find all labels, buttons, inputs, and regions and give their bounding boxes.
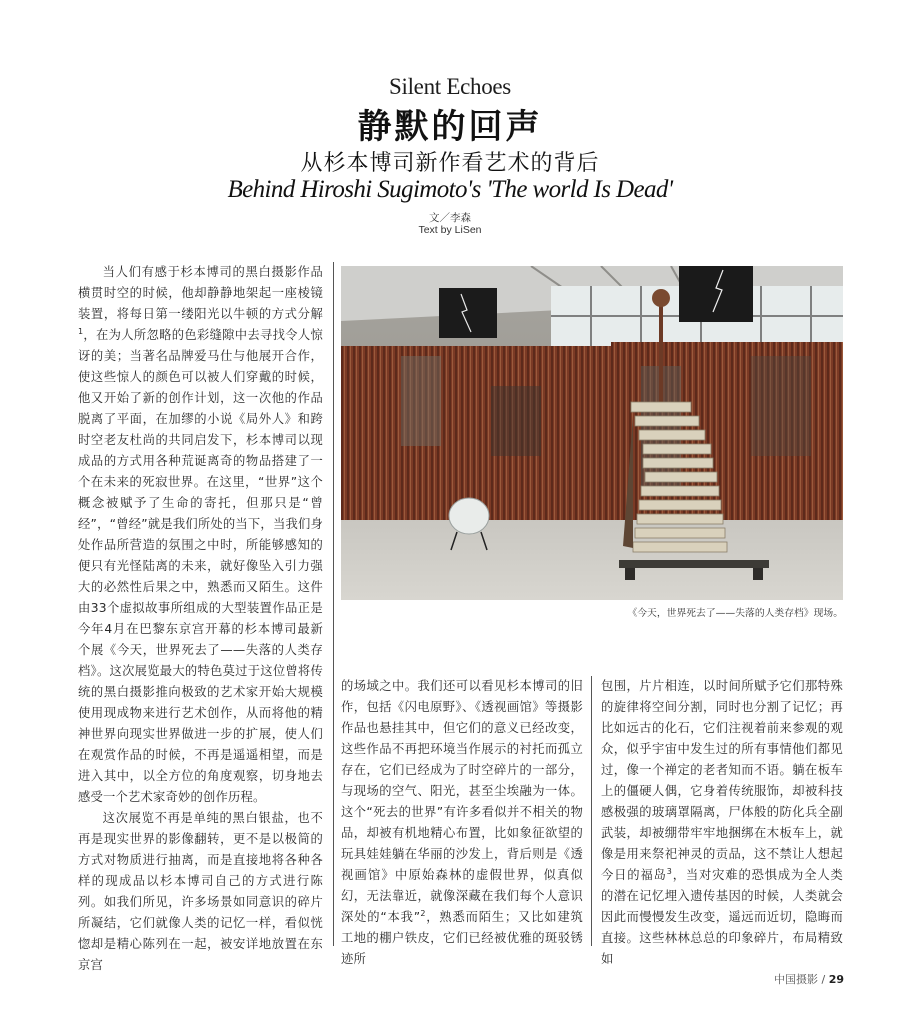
magazine-name: 中国摄影 [773,973,818,986]
article-column-3 [601,676,843,970]
paragraph-1 [78,262,323,808]
paragraph-3-part-b: ，熟悉而陌生；又比如建筑工地的棚户铁皮，它们已经被优雅的斑驳锈迹所 [341,910,583,966]
byline-en: Text by LiSen [418,224,482,236]
subtitle-zh: 从杉本博司新作看艺术的背后 [300,151,600,176]
paragraph-4-part-b: ，当对灾难的恐惧成为全人类的潜在记忆埋入遗传基因的时候，人类就会因此而慢慢发生改变，遥远而近切，隐晦而直接。这些林林总总的印象碎片，布局精致如 [601,868,843,966]
footnote-ref-2: 2 [420,908,426,918]
page-number: 29 [828,973,844,986]
article-column-1 [78,262,323,976]
exhibition-photo [341,266,843,600]
title-en: Silent Echoes [389,74,511,99]
subtitle-en: Behind Hiroshi Sugimoto's 'The world Is Dead' [227,176,673,203]
footnote-ref-3: 3 [666,866,673,876]
exhibition-photo-graphic [341,266,843,600]
paragraph-4 [601,676,843,970]
title-zh: 静默的回声 [357,107,543,147]
column-rule-2 [591,676,592,946]
photo-caption: 《今天，世界死去了——失落的人类存档》现场。 [627,608,843,619]
paragraph-3-part-a: 的场域之中。我们还可以看见杉本博司的旧作，包括《闪电原野》、《透视画馆》等摄影作品也悬挂其中，但它们的意义已经改变，这些作品不再把环境当作展示的衬托而孤立存在，它们已经成为了时空碎片的一部分，与现场的空气、阳光，甚至尘埃融为一体。这个“死去的世界”有许多看似并不相关的物品，却被有机地精心布置，比如象征欲望的玩具娃娃躺在华丽的沙发上，背后则是《透视画馆》中原始森林的虚假世界，似真似幻，无法靠近，就像深藏在我们每个人意识深处的“本我” [341,679,583,924]
paragraph-2: 这次展览不再是单纯的黑白银盐，也不再是现实世界的影像翻转，更不是以极简的方式对物质进行抽离，而是直接地将各种各样的现成品以杉本博司自己的方式进行陈列。如我们所见，许多场景如同意识的碎片所凝结，它们就像人类的记忆一样，看似恍惚却是精心陈列在一起，被安详地放置在东京宫 [78,811,323,972]
page-folio [774,971,844,987]
article-column-2 [341,676,583,970]
byline-zh: 文／李森 [429,212,471,224]
paragraph-1-part-b: ，在为人所忽略的色彩缝隙中去寻找令人惊讶的美；当著名品牌爱马仕与他展开合作，使这些惊人的颜色可以被人们穿戴的时候，他又开始了新的创作计划，这一次他的作品脱离了平面，在加缪的小说《局外人》和跨时空老友杜尚的共同启发下，杉本博司以现成品的方式用各种荒诞离奇的物品搭建了一个在未来的死寂世界。在这里，“世界”这个概念被赋予了生命的寄托，但那只是“曾经”，“曾经”就是我们所处的当下，当我们身处作品所营造的氛围之中时，所能够感知的便只有光怪陆离的未来，就好像坠入引力强大的必然性后果之中，熟悉而又陌生。这件由33个虚拟故事所组成的大型装置作品正是今年4月在巴黎东京宫开幕的杉本博司最新个展《今天，世界死去了——失落的人类存档》。这次展览最大的特色莫过于这位曾将传统的黑白摄影推向极致的艺术家开始大规模使用现成物来进行艺术创作，从而将他的精神世界向现实世界做进一步的扩展，使人们在观赏作品的时候，不再是遥遥相望，而是进入其中，以全方位的角度观察，切身地去感受一个艺术家奇妙的创作历程。 [78,328,323,804]
footnote-ref-1: 1 [78,326,84,336]
paragraph-4-part-a: 包围，片片相连，以时间所赋予它们那特殊的旋律将空间分割，同时也分割了记忆；再比如远古的化石，它们注视着前来参观的观众，似乎宇宙中发生过的所有事情他们都见过，像一个禅定的老者知而不语。躺在板车上的僵硬人偶，它身着传统服饰，却被科技感极强的玻璃罩隔离，尸体般的防化兵全副武装，却被绷带牢牢地捆绑在木板车上，就像是用来祭祀神灵的贡品，这不禁让人想起今日的福岛 [601,679,843,882]
paragraph-1-part-a: 当人们有感于杉本博司的黑白摄影作品横贯时空的时候，他却静静地架起一座棱镜装置，将每日第一缕阳光以牛顿的方式分解 [78,265,323,321]
paragraph-3 [341,676,583,970]
folio-separator: / [817,973,829,986]
column-rule-1 [333,262,334,946]
